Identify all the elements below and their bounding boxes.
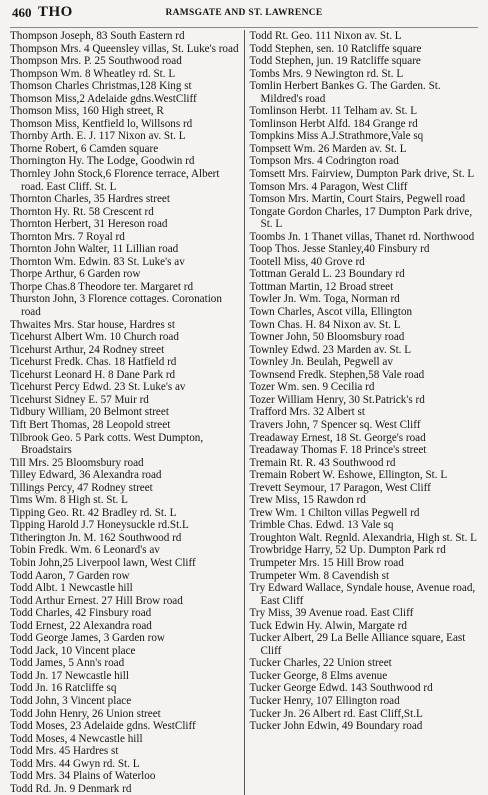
directory-entry: Todd Mrs. 45 Hardres st xyxy=(10,745,119,758)
directory-entry: Thompson Joseph, 83 South Eastern rd xyxy=(10,30,185,42)
directory-entry: Titherington Jn. M. 162 Southwood rd xyxy=(10,531,182,544)
directory-entry: Tomlinson Herbt. 11 Telham av. St. L xyxy=(249,105,418,118)
directory-entry: Towner John, 50 Bloomsbury road xyxy=(249,331,405,344)
directory-entry: Tompkins Miss A.J.Strathmore,Vale sq xyxy=(249,130,424,143)
directory-entry: Tongate Gordon Charles, 17 Dumpton Park drive, St. L xyxy=(249,205,473,231)
directory-entry: Thwaites Mrs. Star house, Hardres st xyxy=(10,318,175,331)
directory-entry: Try Miss, 39 Avenue road. East Cliff xyxy=(249,607,414,620)
directory-entry: Thomson Miss, Kentfield lo, Willsons rd xyxy=(10,117,193,130)
directory-entry: Trevett Seymour, 17 Paragon, West Cliff xyxy=(249,481,431,494)
directory-entry: Todd Stephen, jun. 19 Ratcliffe square xyxy=(249,55,421,68)
directory-entry: Todd Arthur Ernest. 27 Hill Brow road xyxy=(10,594,183,607)
directory-entry: Thornton Charles, 35 Hardres street xyxy=(10,193,170,206)
directory-entry: Todd Ernest, 22 Alexandra road xyxy=(10,619,152,632)
directory-entry: Tomlinson Herbt Alfd. 184 Grange rd xyxy=(249,117,418,130)
directory-entry: Tucker Jn. 26 Albert rd. East Cliff,St.L xyxy=(249,707,423,720)
directory-entry: Tucker George, 8 Elms avenue xyxy=(249,669,388,682)
directory-entry: Thornton Hy. Rt. 58 Crescent rd xyxy=(10,205,154,218)
directory-entry: Trimble Chas. Edwd. 13 Vale sq xyxy=(249,519,394,532)
directory-entry: Todd Albt. 1 Newcastle hill xyxy=(10,582,133,595)
directory-entry: Thornton Wm. Edwin. 83 St. Luke's av xyxy=(10,255,185,268)
directory-entry: Tozer Wm. sen. 9 Cecilia rd xyxy=(249,381,375,394)
directory-entry: Ticehurst Sidney E. 57 Muir rd xyxy=(10,393,149,406)
directory-entry: Todd Rt. Geo. 111 Nixon av. St. L xyxy=(249,30,402,42)
directory-entry: Tuck Edwin Hy. Alwin, Margate rd xyxy=(249,619,407,632)
directory-entry: Tompsett Wm. 26 Marden av. St. L xyxy=(249,142,407,155)
directory-entry: Todd Aaron, 7 Garden row xyxy=(10,569,130,582)
directory-entry: Todd Stephen, sen. 10 Ratcliffe square xyxy=(249,42,422,55)
directory-entry: Todd George James, 3 Garden row xyxy=(10,632,165,645)
directory-entry: Todd Charles, 42 Finsbury road xyxy=(10,607,152,620)
directory-entry: Thomson Miss,2 Adelaide gdns.WestCliff xyxy=(10,92,197,105)
directory-entry: Trowbridge Harry, 52 Up. Dumpton Park rd xyxy=(249,544,446,557)
directory-entry: Tidbury William, 20 Belmont street xyxy=(10,406,169,419)
directory-entry: Tomlin Herbert Bankes G. The Garden. St. Mildred's road xyxy=(249,80,441,105)
directory-entry: Todd Jn. 17 Newcastle hill xyxy=(10,669,129,682)
directory-entry: Townley Jn. Beulah, Pegwell av xyxy=(249,356,393,369)
directory-entry: Tift Bert Thomas, 28 Leopold street xyxy=(10,418,171,431)
directory-entry: Tilley Edward, 36 Alexandra road xyxy=(10,469,162,482)
directory-entry: Thomson Miss, 160 High street, R xyxy=(10,105,164,118)
directory-entry: Todd Rd. Jn. 9 Denmark rd xyxy=(10,782,132,795)
directory-entry: Thornton Herbert, 31 Hereson road xyxy=(10,218,168,231)
directory-entry: Tucker Charles, 22 Union street xyxy=(249,657,392,670)
directory-entry: Tucker George Edwd. 143 Southwood rd xyxy=(249,682,433,695)
directory-entry: Tompson Mrs. 4 Codrington road xyxy=(249,155,399,168)
directory-entry: Thornton Mrs. 7 Royal rd xyxy=(10,230,125,243)
left-column xyxy=(10,30,244,795)
directory-entry: Tucker Albert, 29 La Belle Alliance square, East Cliff xyxy=(249,632,466,657)
directory-entry: Todd Mrs. 44 Gwyn rd. St. L xyxy=(10,757,140,770)
directory-entry: Todd Jack, 10 Vincent place xyxy=(10,644,136,657)
directory-entry: Ticehurst Albert Wm. 10 Church road xyxy=(10,331,179,344)
directory-entry: Try Edward Wallace, Syndale house, Avenue road, East Cliff xyxy=(249,582,476,607)
directory-entry: Town Chas. H. 84 Nixon av. St. L xyxy=(249,318,401,331)
directory-entry: Todd Jn. 16 Ratcliffe sq xyxy=(10,682,117,695)
directory-entry: Travers John, 7 Spencer sq. West Cliff xyxy=(249,418,421,431)
directory-entry: Tillings Percy, 47 Rodney street xyxy=(10,481,153,494)
directory-entry: Toombs Jn. 1 Thanet villas, Thanet rd. Northwood xyxy=(249,230,475,243)
directory-entry: Tomsett Mrs. Fairview, Dumpton Park drive, St. L xyxy=(249,168,475,181)
directory-entry: Treadaway Ernest, 18 St. George's road xyxy=(249,431,426,444)
directory-entry: Toop Thos. Jesse Stanley,40 Finsbury rd xyxy=(249,243,430,256)
page-title: RAMSGATE AND ST. LAWRENCE xyxy=(165,8,323,18)
directory-entry: Todd Mrs. 34 Plains of Waterloo xyxy=(10,770,156,783)
directory-entry: Todd John Henry, 26 Union street xyxy=(10,707,161,720)
directory-entry: Tomson Mrs. Martin, Court Stairs, Pegwell road xyxy=(249,193,466,206)
page-number: 460 xyxy=(12,5,32,20)
directory-entry: Thorne Robert, 6 Camden square xyxy=(10,142,159,155)
directory-entry: Thorpe Chas.8 Theodore ter. Margaret rd xyxy=(10,280,194,293)
directory-entry: Tucker Henry, 107 Ellington road xyxy=(249,694,400,707)
right-column xyxy=(245,30,479,795)
directory-entry: Todd James, 5 Ann's road xyxy=(10,657,125,670)
page-header xyxy=(10,5,478,28)
directory-entry: Ticehurst Arthur, 24 Rodney street xyxy=(10,343,165,356)
directory-entry: Town Charles, Ascot villa, Ellington xyxy=(249,306,413,319)
directory-entry: Townsend Fredk. Stephen,58 Vale road xyxy=(249,368,425,381)
directory-entry: Tootell Miss, 40 Grove rd xyxy=(249,255,365,268)
directory-entry: Till Mrs. 25 Bloomsbury road xyxy=(10,456,144,469)
directory-entry: Trafford Mrs. 32 Albert st xyxy=(249,406,365,419)
directory-entry: Tremain Robert W. Eshowe, Ellington, St. L xyxy=(249,469,448,482)
directory-entry: Thompson Wm. 8 Wheatley rd. St. L xyxy=(10,67,176,80)
directory-columns xyxy=(10,30,478,795)
directory-entry: Tipping Geo. Rt. 42 Bradley rd. St. L xyxy=(10,506,177,519)
directory-entry: Trumpeter Mrs. 15 Hill Brow road xyxy=(249,556,404,569)
directory-entry: Thornley John Stock,6 Florence terrace, Albert road. East Cliff. St. L xyxy=(10,168,220,193)
directory-entry: Ticehurst Percy Edwd. 23 St. Luke's av xyxy=(10,381,186,394)
directory-entry: Tottman Martin, 12 Broad street xyxy=(249,280,394,293)
directory-entry: Thorpe Arthur, 6 Garden row xyxy=(10,268,141,281)
directory-entry: Treadaway Thomas F. 18 Prince's street xyxy=(249,444,427,457)
directory-entry: Tottman Gerald L. 23 Boundary rd xyxy=(249,268,405,281)
directory-entry: Ticehurst Fredk. Chas. 18 Hatfield rd xyxy=(10,356,177,369)
directory-entry: Trumpeter Wm. 8 Cavendish st xyxy=(249,569,390,582)
directory-entry: Thornby Arth. E. J. 117 Nixon av. St. L xyxy=(10,130,186,143)
directory-entry: Townley Edwd. 23 Marden av. St. L xyxy=(249,343,412,356)
directory-entry: Tipping Harold J.7 Honeysuckle rd.St.L xyxy=(10,519,189,532)
directory-entry: Thurston John, 3 Florence cottages. Coronation road xyxy=(10,293,222,319)
directory-entry: Ticehurst Leonard H. 8 Dane Park rd xyxy=(10,368,176,381)
directory-entry: Tombs Mrs. 9 Newington rd. St. L xyxy=(249,67,404,80)
directory-entry: Towler Jn. Wm. Toga, Norman rd xyxy=(249,293,400,306)
directory-entry: Todd John, 3 Vincent place xyxy=(10,694,132,707)
directory-entry: Thompson Mrs. 4 Queensley villas, St. Luke's road xyxy=(10,42,239,55)
directory-entry: Tilbrook Geo. 5 Park cotts. West Dumpton, Broadstairs xyxy=(10,431,204,457)
directory-entry: Trew Miss, 15 Rawdon rd xyxy=(249,494,366,507)
directory-entry: Todd Moses, 4 Newcastle hill xyxy=(10,732,143,745)
directory-entry: Tozer William Henry, 30 St.Patrick's rd xyxy=(249,393,425,406)
directory-entry: Thornington Hy. The Lodge, Goodwin rd xyxy=(10,155,195,168)
directory-entry: Thompson Mrs. P. 25 Southwood road xyxy=(10,55,182,68)
directory-entry: Thornton John Walter, 11 Lillian road xyxy=(10,243,179,256)
directory-entry: Tomson Mrs. 4 Paragon, West Cliff xyxy=(249,180,408,193)
directory-entry: Tucker John Edwin, 49 Boundary road xyxy=(249,720,423,733)
directory-entry: Trew Wm. 1 Chilton villas Pegwell rd xyxy=(249,506,420,519)
directory-entry: Tobin John,25 Liverpool lawn, West Cliff xyxy=(10,556,196,569)
directory-entry: Tims Wm. 8 High st. St. L xyxy=(10,494,128,507)
running-letters: THO xyxy=(38,4,73,20)
directory-entry: Tremain Rt. R. 43 Southwood rd xyxy=(249,456,396,469)
directory-entry: Thomson Charles Christmas,128 King st xyxy=(10,80,192,93)
directory-entry: Todd Moses, 23 Adelaide gdns. WestCliff xyxy=(10,720,196,733)
directory-entry: Troughton Walt. Regnld. Alexandria, High st. St. L xyxy=(249,531,477,544)
directory-entry: Tobin Fredk. Wm. 6 Leonard's av xyxy=(10,544,160,557)
